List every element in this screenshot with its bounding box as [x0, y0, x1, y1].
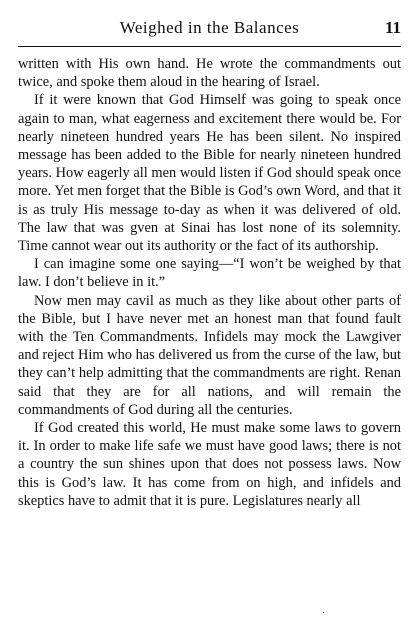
- bottom-mark: ·: [322, 608, 326, 619]
- page-header: [18, 18, 401, 40]
- paragraph: written with His own hand. He wrote the commandments out twice, and spoke them aloud in the hearing of Israel.: [18, 56, 401, 91]
- page-number: 11: [384, 18, 401, 37]
- body-text: [18, 55, 401, 510]
- paragraph: If it were known that God Himself was going to speak once again to man, what eagerness and excitement there would be. For nearly nineteen hundred years He has been silent. No inspired message has been added to the Bible for nearly nineteen hundred years. How eagerly all men would listen if God should speak once more. Yet men forget that the Bible is God’s own Word, and that it is as truly His message to-day as when it was delivered of old. The law that was gven at Sinai has lost none of its solemnity. Time cannot wear out its authority or the fact of its authorship.: [18, 92, 401, 255]
- book-page: [18, 18, 401, 510]
- paragraph: Now men may cavil as much as they like about other parts of the Bible, but I have never met an honest man that found fault with the Ten Commandments. Infidels may mock the Lawgiver and reject Him who has delivered us from the curse of the law, but they can’t help admitting that the commandments are right. Renan said that they are for all nations, and will remain the commandments of God during all the centuries.: [18, 292, 401, 418]
- running-title: Weighed in the Balances: [119, 18, 300, 37]
- paragraph: I can imagine some one saying—“I won’t be weighed by that law. I don’t believe in it.”: [18, 256, 401, 291]
- paragraph: If God created this world, He must make some laws to govern it. In order to make life safe we must have good laws; there is not a country the sun shines upon that does not possess laws. Now this is God’s law. It has come from on high, and infidels and skeptics have to admit that it is pure. Legislatures nearly all: [18, 420, 401, 509]
- header-rule: [18, 46, 401, 47]
